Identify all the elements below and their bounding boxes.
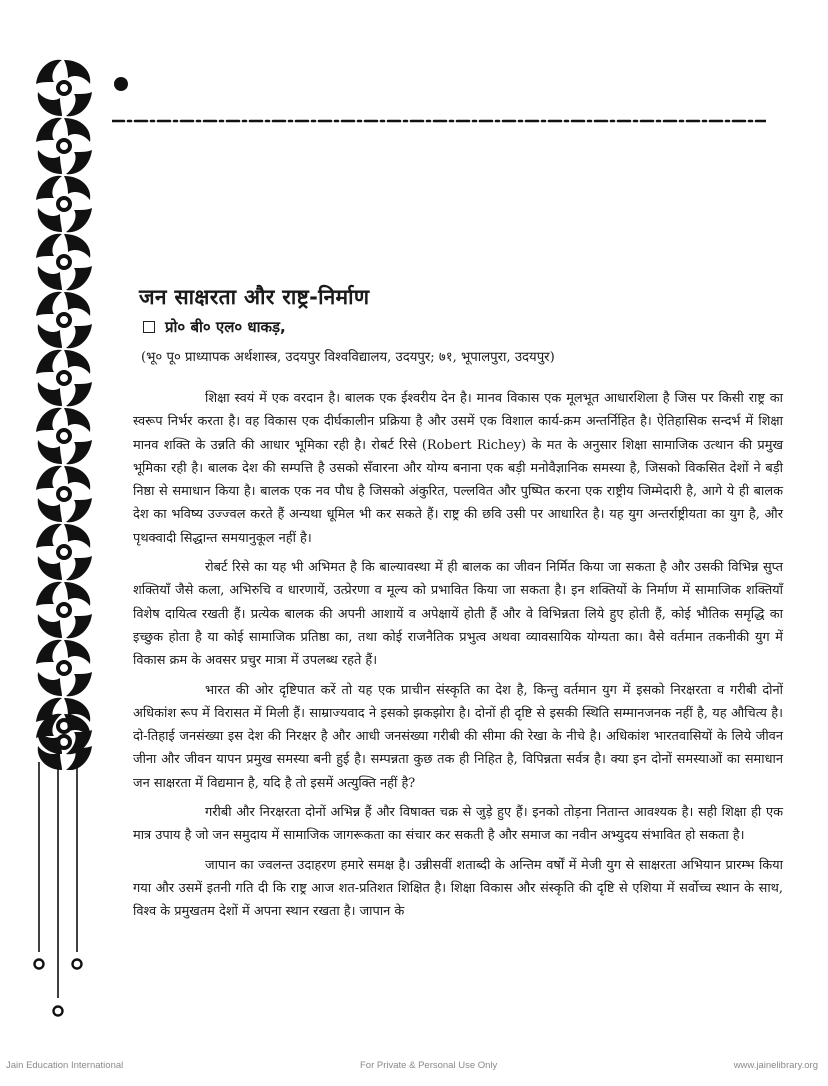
paisley-border-ornament — [34, 58, 94, 770]
footer-publisher: Jain Education International — [6, 1060, 124, 1071]
author-affiliation: (भू० पू० प्राध्यापक अर्थशास्त्र, उदयपुर विश्वविद्यालय, उदयपुर; ७१, भूपालपुरा, उदयपुर) — [141, 350, 555, 365]
dash-dot-rule — [112, 117, 766, 125]
footer-website-link[interactable]: www.jainelibrary.org — [733, 1060, 818, 1071]
paragraph-2: रोबर्ट रिसे का यह भी अभिमत है कि बाल्यावस्था में ही बालक का जीवन निर्मित किया जा सकता है और उसकी विभिन्न सुप्त शक्तियाँ जैसे कला, अभिरुचि व धारणायें, उत्प्रेरणा व मूल्य को प्रभावित किया जा सकता है। इन शक्तियों के निर्माण में सामाजिक शक्तियाँ विशेष दायित्व रखती हैं। प्रत्येक बालक की अपनी आशायें व अपेक्षायें होती हैं और वे विभिन्नता लिये हुए होती हैं, कोई भौतिक समृद्धि का इच्छुक होता है या कोई सामाजिक प्रतिष्ठा का, तथा कोई राजनैतिक प्रभुत्व अथवा व्यावसायिक योग्यता का। वैसे वर्तमान तकनीकी युग में विकास क्रम के अवसर प्रचुर मात्रा में उपलब्ध रहते हैं। — [133, 560, 783, 669]
author-name: प्रो० बी० एल० धाकड़, — [165, 318, 286, 336]
pendant-lines-ornament — [30, 762, 100, 1022]
article-body — [133, 283, 783, 930]
paragraph-5: जापान का ज्वलन्त उदाहरण हमारे समक्ष है। उन्नीसवीं शताब्दी के अन्तिम वर्षों में मेजी युग से साक्षरता अभियान प्रारम्भ किया गया और उसमें इतनी गति दी कि राष्ट्र आज शत-प्रतिशत शिक्षित है। शिक्षा विकास और संस्कृति की दृष्टि से एशिया में सर्वोच्च स्थान के साथ, विश्व के प्रमुखतम देशों में अपना स्थान रखता है। जापान के — [133, 857, 783, 920]
author-line — [143, 317, 783, 337]
article-title: जन साक्षरता और राष्ट्र-निर्माण — [139, 285, 370, 309]
footer-usage-note: For Private & Personal Use Only — [360, 1060, 498, 1071]
bullet-dot-icon — [114, 77, 128, 91]
paragraph-1: शिक्षा स्वयं में एक वरदान है। बालक एक ईश्वरीय देन है। मानव विकास एक मूलभूत आधारशिला है जिस पर किसी राष्ट्र का स्वरूप निर्भर करता है। वह विकास एक दीर्घकालीन प्रक्रिया है और उसमें एक विशाल कार्य-क्रम अन्तर्निहित है। ऐतिहासिक सन्दर्भ में शिक्षा मानव शक्ति के उन्नति की आधार भूमिका रही है। रोबर्ट रिसे (Robert Richey) के मत के अनुसार शिक्षा सामाजिक उत्थान की प्रमुख भूमिका रही है। बालक देश की सम्पत्ति है उसको सँवारना और योग्य बनाना एक बड़ी मनोवैज्ञानिक समस्या है, जिसको विकसित देशों ने बड़ी निष्ठा से समाधान किया है। बालक एक नव पौध है जिसको अंकुरित, पल्लवित और पुष्पित करना एक राष्ट्रीय जिम्मेदारी है, आगे ये ही बालक देश का भविष्य उज्ज्वल करते हैं अन्यथा धूमिल भी कर सकते हैं। राष्ट्र की छवि उसी पर आधारित है। यह युग अन्तर्राष्ट्रीयता का युग है, और पृथक्वादी सिद्धान्त समयानुकूल नहीं है। — [133, 391, 783, 546]
square-box-icon — [143, 321, 155, 333]
paragraph-3: भारत की ओर दृष्टिपात करें तो यह एक प्राचीन संस्कृति का देश है, किन्तु वर्तमान युग में इसको निरक्षरता व गरीबी दोनों अधिकांश रूप में विरासत में मिली हैं। साम्राज्यवाद ने इसको झकझोरा है। दोनों ही दृष्टि से इसकी स्थिति सम्मानजनक नहीं है, यह औचित्य है। दो-तिहाई जनसंख्या इस देश की निरक्षर है और आधी जनसंख्या गरीबी की सीमा की रेखा के नीचे है। अधिकांश भारतवासियों के लिये जीवन जीना और जीवन यापन प्रमुख समस्या बनी हुई है। सम्पन्नता कुछ तक ही निहित है, विपिन्नता सर्वत्र है। क्या इन दोनों समस्याओं का समाधान जन साक्षरता में विद्यमान है, यदि है तो इसमें अत्युक्ति नहीं है? — [133, 682, 783, 791]
page-footer — [0, 1060, 828, 1074]
paragraph-4: गरीबी और निरक्षरता दोनों अभिन्न हैं और विषाक्त चक्र से जुड़े हुए हैं। इनको तोड़ना नितान्त आवश्यक है। सही शिक्षा ही एक मात्र उपाय है जो जन समुदाय में सामाजिक जागरूकता का संचार कर सकती है और समाज का नवीन अभ्युदय संभावित हो सकता है। — [133, 805, 783, 844]
